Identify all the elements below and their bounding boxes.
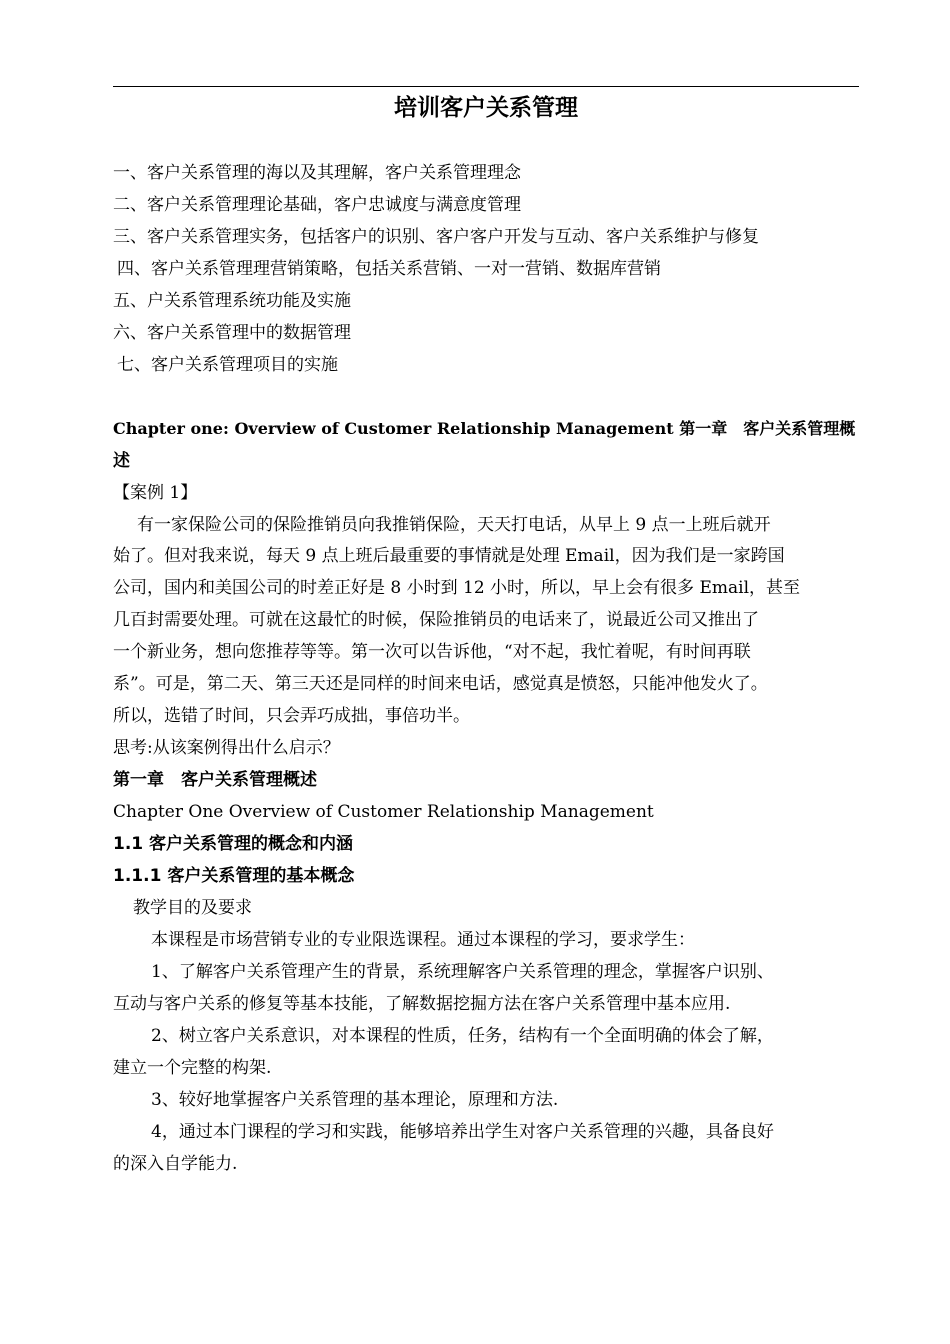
outline-item: 五、户关系管理系统功能及实施	[113, 291, 351, 311]
objective-line: 建立一个完整的构架.	[113, 1058, 272, 1078]
outline-item: 四、客户关系管理理营销策略，包括关系营销、一对一营销、数据库营销	[117, 259, 661, 279]
intro-paragraph: 本课程是市场营销专业的专业限选课程。通过本课程的学习，要求学生：	[151, 930, 695, 950]
objective-line: 互动与客户关系的修复等基本技能，了解数据挖掘方法在客户关系管理中基本应用.	[113, 994, 731, 1014]
outline-item: 六、客户关系管理中的数据管理	[113, 323, 351, 343]
case-label: 【案例 1】	[113, 483, 198, 503]
case-paragraph-line: 系”。可是，第二天、第三天还是同样的时间来电话，感觉真是愤怒，只能冲他发火了。	[113, 674, 768, 694]
objective-line: 1、了解客户关系管理产生的背景，系统理解客户关系管理的理念，掌握客户识别、	[151, 962, 774, 982]
subsection-heading: 1.1.1 客户关系管理的基本概念	[113, 866, 355, 886]
outline-item: 三、客户关系管理实务，包括客户的识别、客户客户开发与互动、客户关系维护与修复	[113, 227, 759, 247]
header-rule	[113, 86, 859, 87]
outline-item: 七、客户关系管理项目的实施	[117, 355, 338, 375]
objective-line: 4，通过本门课程的学习和实践，能够培养出学生对客户关系管理的兴趣，具备良好	[151, 1122, 774, 1142]
case-paragraph-line: 一个新业务，想向您推荐等等。第一次可以告诉他，“对不起，我忙着呢，有时间再联	[113, 642, 751, 662]
objectives-heading: 教学目的及要求	[133, 898, 252, 918]
section-heading: 1.1 客户关系管理的概念和内涵	[113, 834, 354, 854]
chapter-heading-line: 述	[113, 451, 130, 471]
chapter-title-cn: 第一章 客户关系管理概述	[113, 770, 317, 790]
objective-line: 的深入自学能力.	[113, 1154, 238, 1174]
case-paragraph-line: 所以，选错了时间，只会弄巧成拙，事倍功半。	[113, 706, 470, 726]
case-paragraph-line: 几百封需要处理。可就在这最忙的时候，保险推销员的电话来了，说最近公司又推出了	[113, 610, 759, 630]
outline-item: 一、客户关系管理的海以及其理解，客户关系管理理念	[113, 163, 521, 183]
objective-line: 3、较好地掌握客户关系管理的基本理论，原理和方法.	[151, 1090, 559, 1110]
document-title: 培训客户关系管理	[394, 95, 578, 121]
chapter-title-en: Chapter One Overview of Customer Relationship Management	[113, 802, 654, 822]
think-question: 思考:从该案例得出什么启示？	[113, 738, 340, 758]
objective-line: 2、树立客户关系意识，对本课程的性质，任务，结构有一个全面明确的体会了解，	[151, 1026, 774, 1046]
outline-item: 二、客户关系管理理论基础，客户忠诚度与满意度管理	[113, 195, 521, 215]
chapter-heading-line: Chapter one: Overview of Customer Relationship Management 第一章 客户关系管理概	[113, 419, 856, 438]
case-paragraph-line: 始了。但对我来说，每天 9 点上班后最重要的事情就是处理 Email，因为我们是一家跨国	[113, 546, 785, 566]
case-paragraph-line: 公司，国内和美国公司的时差正好是 8 小时到 12 小时，所以，早上会有很多 Email，甚至	[113, 578, 801, 598]
case-paragraph-line: 有一家保险公司的保险推销员向我推销保险，天天打电话，从早上 9 点一上班后就开	[137, 515, 771, 535]
